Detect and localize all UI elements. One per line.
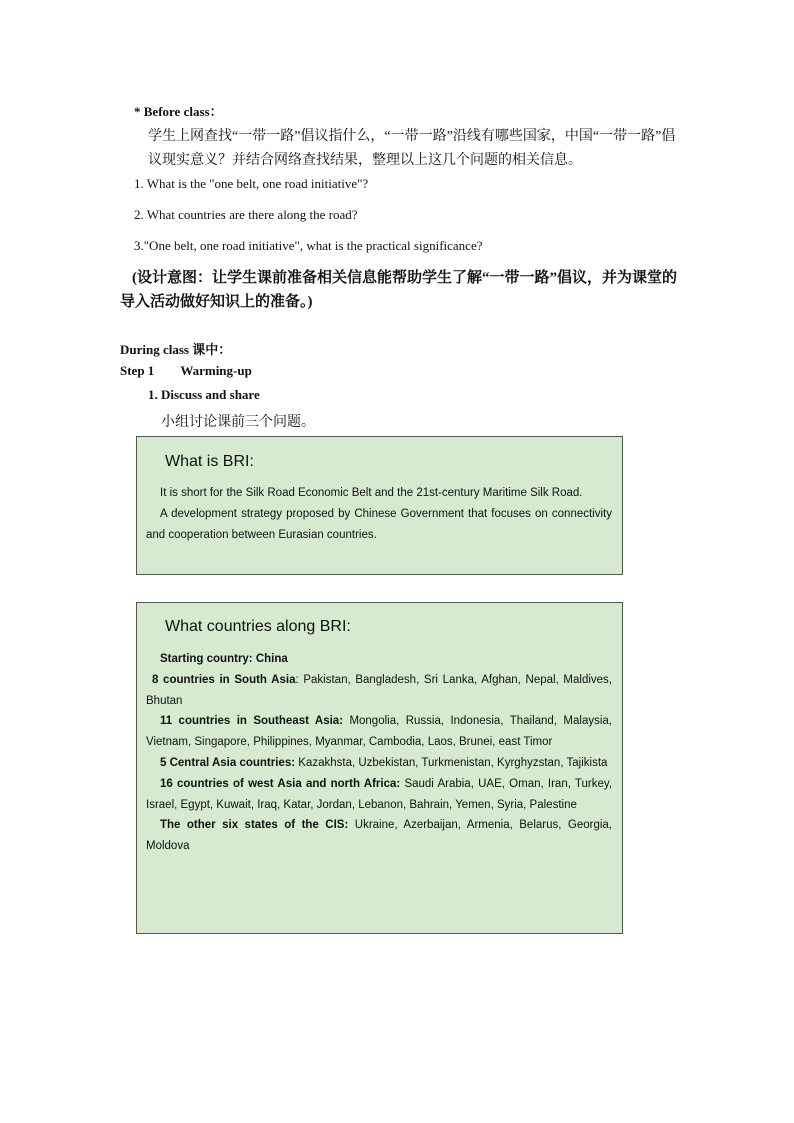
country-group: 8 countries in South Asia: Pakistan, Bangladesh, Sri Lanka, Afghan, Nepal, Maldives, Bhutan [146, 673, 613, 707]
box-body [146, 483, 612, 545]
starting-country-label: Starting country: China [160, 653, 288, 665]
question-2: 2. What countries are there along the road? [134, 207, 358, 222]
what-is-bri-box [136, 436, 623, 575]
country-group [146, 815, 612, 857]
group-label: 8 countries in South Asia [152, 673, 296, 686]
group-countries: Mongolia, Russia, Indonesia, Thailand, Malaysia, Vietnam, Singapore, Philippines, Myanmar, Cambodia, Laos, Brunei, east Timor [146, 715, 612, 749]
group-countries: Saudi Arabia, UAE, Oman, Iran, Turkey, Israel, Egypt, Kuwait, Iraq, Katar, Jordan, Lebanon, Bahrain, Yemen, Syria, Palestine [146, 777, 612, 811]
step-label: Step 1 [120, 363, 155, 378]
country-group [146, 774, 612, 816]
group-countries: Pakistan, Bangladesh, Sri Lanka, Afghan, Nepal, Maldives, Bhutan [146, 673, 613, 707]
question-1: 1. What is the "one belt, one road initiative"? [134, 176, 369, 191]
group-countries: Kazakhsta, Uzbekistan, Turkmenistan, Kyrghyzstan, Tajikista [298, 756, 608, 769]
activity-description: 小组讨论课前三个问题。 [161, 415, 315, 430]
country-group [146, 711, 612, 753]
before-class-heading: * Before class： [134, 104, 223, 119]
box-title: What countries along BRI: [165, 618, 351, 635]
question-3: 3."One belt, one road initiative", what is the practical significance? [134, 238, 483, 253]
group-label: 5 Central Asia countries: [160, 756, 296, 769]
group-label: 16 countries of west Asia and north Africa: [160, 777, 401, 790]
country-group [146, 753, 612, 774]
group-label: The other six states of the CIS: [160, 819, 349, 832]
step-heading [120, 363, 252, 379]
bri-countries-box [136, 602, 623, 934]
group-label: 11 countries in Southeast Asia: [160, 715, 344, 728]
group-countries: Ukraine, Azerbaijan, Armenia, Belarus, Georgia, Moldova [146, 819, 613, 853]
box-paragraph: A development strategy proposed by Chinese Government that focuses on connectivity and cooperation between Eurasian countries. [146, 507, 612, 541]
design-intent: (设计意图：让学生课前准备相关信息能帮助学生了解“一带一路”倡议，并为课堂的导入活动做好知识上的准备。) [120, 270, 677, 310]
step-title: Warming-up [180, 363, 252, 378]
box-paragraph: It is short for the Silk Road Economic Belt and the 21st-century Maritime Silk Road. [160, 487, 583, 499]
starting-country [146, 649, 612, 670]
activity-heading: 1. Discuss and share [148, 387, 260, 402]
during-class-heading: During class 课中： [120, 342, 232, 357]
before-class-instruction: 学生上网查找“一带一路”倡议指什么，“一带一路”沿线有哪些国家，中国“一带一路”倡议现实意义？并结合网络查找结果，整理以上这几个问题的相关信息。 [148, 129, 676, 168]
box-title: What is BRI: [165, 453, 254, 470]
box-body [146, 649, 612, 857]
